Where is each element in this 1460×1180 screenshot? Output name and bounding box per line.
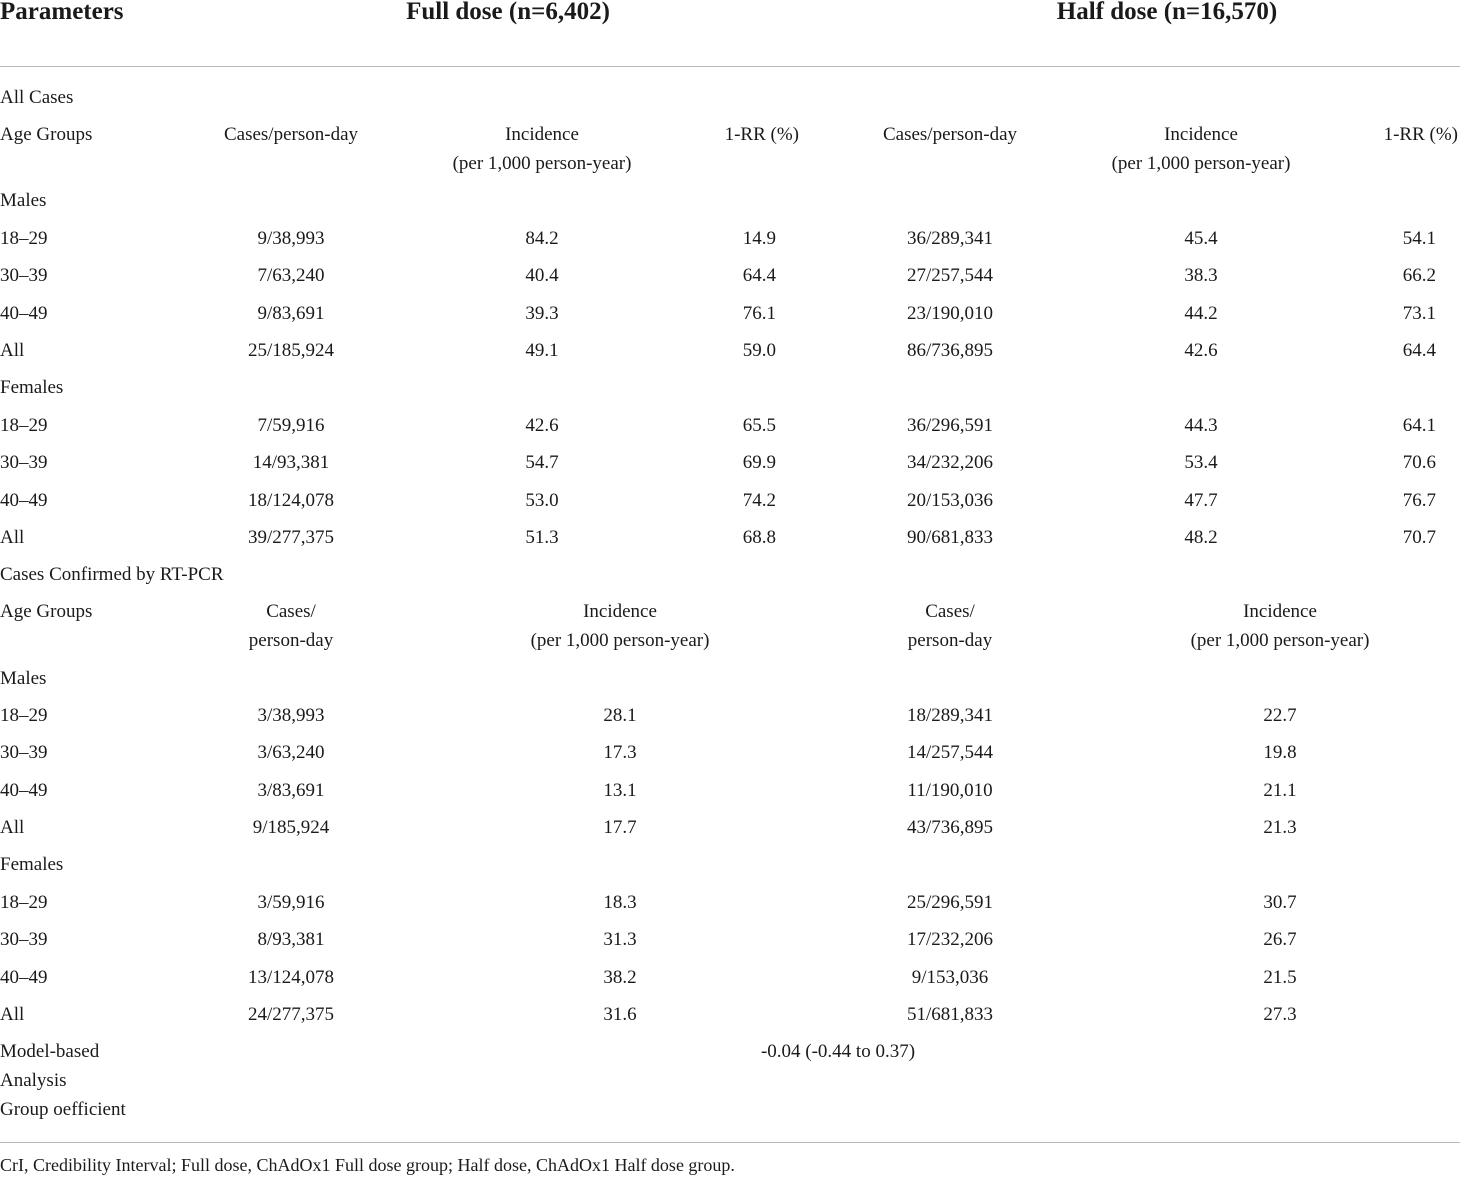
- col-full-rr: 1-RR (%): [724, 124, 799, 145]
- cell-half-cases: 27/257,544: [906, 265, 994, 287]
- cell-full-cases: 3/83,691: [257, 779, 325, 801]
- col-half-rr: 1-RR (%): [1383, 124, 1458, 145]
- model-label-line1: Model-based: [0, 1041, 100, 1062]
- cell-full-cases: 24/277,375: [247, 1004, 335, 1026]
- cell-full-rr: 64.4: [742, 265, 776, 287]
- cell-half-incidence: 44.2: [1184, 302, 1218, 324]
- cell-full-incidence: 28.1: [603, 705, 637, 726]
- cell-full-rr: 69.9: [742, 452, 776, 474]
- col-full-cases-2b: person-day: [248, 630, 334, 651]
- cell-half-incidence: 44.3: [1184, 415, 1218, 436]
- cell-full-rr: 74.2: [742, 489, 776, 511]
- cell-full-cases: 13/124,078: [247, 966, 335, 988]
- cell-full-cases: 39/277,375: [247, 527, 335, 549]
- cell-half-incidence: 53.4: [1184, 452, 1218, 474]
- cell-half-cases: 43/736,895: [906, 817, 994, 839]
- cell-half-incidence: 22.7: [1263, 705, 1297, 726]
- cell-full-rr: 59.0: [742, 340, 776, 362]
- col-half-incidence: Incidence: [1164, 124, 1238, 145]
- row-age-group: All: [0, 340, 25, 362]
- cell-full-rr: 76.1: [742, 302, 776, 324]
- cell-half-incidence: 21.3: [1263, 817, 1297, 839]
- col-half-incidence-unit: (per 1,000 person-year): [1111, 153, 1291, 174]
- group-label-females: Females: [0, 377, 64, 398]
- cell-full-rr: 68.8: [742, 527, 776, 549]
- cell-half-cases: 14/257,544: [906, 742, 994, 764]
- row-age-group: 40–49: [0, 489, 48, 511]
- cell-full-cases: 9/38,993: [257, 228, 325, 249]
- cell-full-cases: 7/63,240: [257, 265, 325, 287]
- cell-full-incidence: 17.3: [603, 742, 637, 764]
- cell-half-cases: 25/296,591: [906, 892, 994, 913]
- cell-full-cases: 3/38,993: [257, 705, 325, 726]
- cell-full-cases: 18/124,078: [247, 489, 335, 511]
- cell-full-cases: 9/83,691: [257, 302, 325, 324]
- cell-half-cases: 36/296,591: [906, 415, 994, 436]
- cell-full-rr: 14.9: [742, 228, 776, 249]
- col-full-incidence-2: Incidence: [583, 601, 657, 622]
- cell-full-incidence: 84.2: [525, 228, 559, 249]
- cell-full-incidence: 17.7: [603, 817, 637, 839]
- col-half-cases-2b: person-day: [907, 630, 993, 651]
- cell-half-cases: 90/681,833: [906, 527, 994, 549]
- cell-half-cases: 51/681,833: [906, 1004, 994, 1026]
- cell-half-cases: 23/190,010: [906, 302, 994, 324]
- row-age-group: 30–39: [0, 742, 48, 764]
- header-half-dose: Half dose (n=16,570): [1056, 0, 1278, 25]
- col-age-groups-2: Age Groups: [0, 601, 93, 622]
- group-label-males-2: Males: [0, 668, 47, 689]
- cell-half-incidence: 26.7: [1263, 929, 1297, 951]
- cell-full-cases: 8/93,381: [257, 929, 325, 951]
- cell-full-incidence: 51.3: [525, 527, 559, 549]
- section-rtpcr-title: Cases Confirmed by RT-PCR: [0, 564, 224, 585]
- header-rule: [0, 66, 1460, 67]
- model-label-line2: Analysis: [0, 1070, 67, 1091]
- row-age-group: 18–29: [0, 415, 48, 436]
- cell-half-rr: 76.7: [1402, 489, 1436, 511]
- col-age-groups: Age Groups: [0, 124, 93, 145]
- cell-full-incidence: 31.6: [603, 1004, 637, 1026]
- cell-full-incidence: 31.3: [603, 929, 637, 951]
- col-half-cases: Cases/person-day: [882, 124, 1018, 145]
- cell-full-incidence: 49.1: [525, 340, 559, 362]
- cell-full-incidence: 13.1: [603, 779, 637, 801]
- row-age-group: All: [0, 817, 25, 839]
- cell-half-cases: 86/736,895: [906, 340, 994, 362]
- group-label-females-2: Females: [0, 854, 64, 875]
- cell-half-incidence: 30.7: [1263, 892, 1297, 913]
- cell-full-incidence: 40.4: [525, 265, 559, 287]
- cell-half-cases: 20/153,036: [906, 489, 994, 511]
- cell-half-rr: 70.6: [1402, 452, 1436, 474]
- row-age-group: 30–39: [0, 265, 48, 287]
- header-parameters: Parameters: [0, 0, 124, 25]
- header-full-dose: Full dose (n=6,402): [406, 0, 610, 25]
- row-age-group: 18–29: [0, 892, 48, 913]
- cell-half-rr: 70.7: [1402, 527, 1436, 549]
- model-label-line3: Group oefficient: [0, 1099, 126, 1120]
- cell-full-rr: 65.5: [742, 415, 776, 436]
- cell-full-incidence: 42.6: [525, 415, 559, 436]
- cell-half-incidence: 19.8: [1263, 742, 1297, 764]
- row-age-group: 30–39: [0, 929, 48, 951]
- cell-full-cases: 3/59,916: [257, 892, 325, 913]
- row-age-group: 18–29: [0, 705, 48, 726]
- col-half-incidence-2: Incidence: [1243, 601, 1317, 622]
- cell-half-rr: 64.1: [1402, 415, 1436, 436]
- cell-full-incidence: 54.7: [525, 452, 559, 474]
- row-age-group: 40–49: [0, 966, 48, 988]
- cell-full-incidence: 18.3: [603, 892, 637, 913]
- model-coefficient-value: -0.04 (-0.44 to 0.37): [760, 1041, 916, 1062]
- cell-full-cases: 3/63,240: [257, 742, 325, 764]
- cell-full-incidence: 39.3: [525, 302, 559, 324]
- group-label-males: Males: [0, 190, 47, 211]
- row-age-group: 30–39: [0, 452, 48, 474]
- cell-half-incidence: 48.2: [1184, 527, 1218, 549]
- cell-half-cases: 9/153,036: [911, 966, 989, 988]
- cell-half-incidence: 47.7: [1184, 489, 1218, 511]
- col-half-cases-2: Cases/: [925, 601, 975, 622]
- table-footnote: CrI, Credibility Interval; Full dose, ChAdOx1 Full dose group; Half dose, ChAdOx1 Half dose group.: [0, 1155, 735, 1175]
- col-full-incidence: Incidence: [505, 124, 579, 145]
- section-all-cases-title: All Cases: [0, 87, 74, 108]
- cell-half-cases: 17/232,206: [906, 929, 994, 951]
- cell-half-cases: 36/289,341: [906, 228, 994, 249]
- cell-full-cases: 7/59,916: [257, 415, 325, 436]
- cell-full-cases: 9/185,924: [252, 817, 330, 839]
- cell-full-incidence: 38.2: [603, 966, 637, 988]
- cell-half-rr: 73.1: [1402, 302, 1436, 324]
- row-age-group: All: [0, 527, 25, 549]
- cell-half-rr: 64.4: [1402, 340, 1436, 362]
- cell-half-rr: 66.2: [1402, 265, 1436, 287]
- cell-full-cases: 14/93,381: [252, 452, 330, 474]
- cell-half-incidence: 21.1: [1263, 779, 1297, 801]
- col-full-incidence-2b: (per 1,000 person-year): [530, 630, 710, 651]
- cell-half-cases: 34/232,206: [906, 452, 994, 474]
- col-half-incidence-2b: (per 1,000 person-year): [1190, 630, 1370, 651]
- col-full-cases-2: Cases/: [266, 601, 316, 622]
- footer-rule: [0, 1142, 1460, 1143]
- cell-full-cases: 25/185,924: [247, 340, 335, 362]
- row-age-group: 18–29: [0, 228, 48, 249]
- cell-half-incidence: 21.5: [1263, 966, 1297, 988]
- row-age-group: All: [0, 1004, 25, 1026]
- cell-half-incidence: 38.3: [1184, 265, 1218, 287]
- row-age-group: 40–49: [0, 302, 48, 324]
- cell-half-incidence: 45.4: [1184, 228, 1218, 249]
- cell-half-cases: 11/190,010: [907, 779, 993, 801]
- cell-half-rr: 54.1: [1402, 228, 1436, 249]
- col-full-cases: Cases/person-day: [223, 124, 359, 145]
- cell-half-incidence: 27.3: [1263, 1004, 1297, 1026]
- cell-full-incidence: 53.0: [525, 489, 559, 511]
- cell-half-cases: 18/289,341: [906, 705, 994, 726]
- cell-half-incidence: 42.6: [1184, 340, 1218, 362]
- row-age-group: 40–49: [0, 779, 48, 801]
- col-full-incidence-unit: (per 1,000 person-year): [452, 153, 632, 174]
